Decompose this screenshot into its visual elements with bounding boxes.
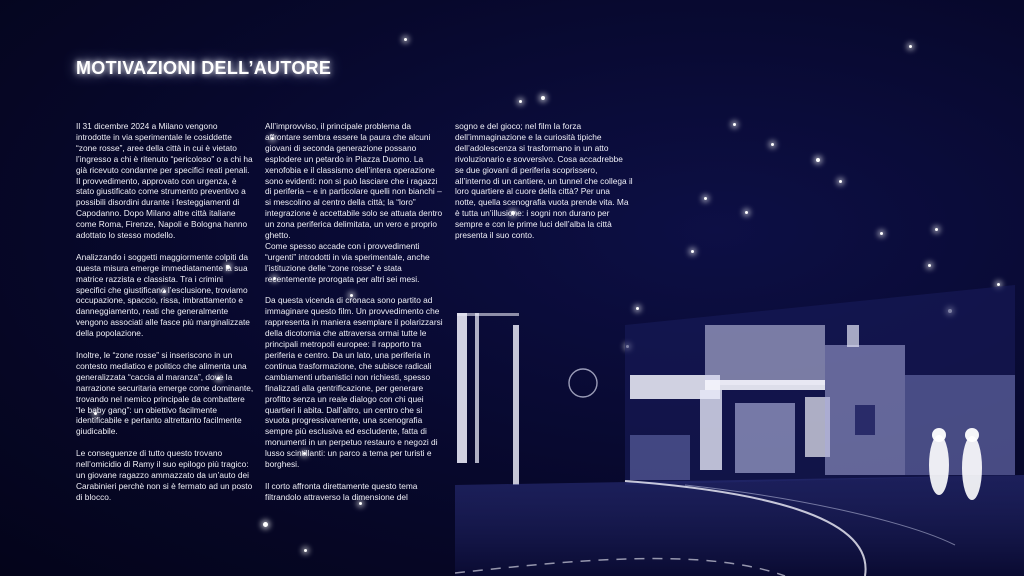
paragraph: sogno e del gioco; nel film la forza dell’immaginazione e la curiosità tipiche dell’adolescenza si trasformano in un atto rivoluzionario e sovversivo. Cosa accadrebbe se due giovani di periferia scoprissero, all’interno di un cantiere, un tunnel che collega il loro quartiere al cuore della città? Per una notte, quella scenografia vuota prende vita. Ma è tutta un’illusione: i sogni non durano per sempre e con le prime luci dell’alba la città presenta il suo conto. [455, 121, 633, 241]
star [519, 100, 522, 103]
night-street-scene [455, 285, 1024, 576]
text-column-3 [455, 121, 633, 252]
page-title: MOTIVAZIONI DELL’AUTORE [76, 58, 332, 78]
text-column-1 [76, 121, 254, 514]
paragraph: Il corto affronta direttamente questo tema filtrandolo attraverso la dimensione del [265, 480, 418, 502]
paragraph: Le conseguenze di tutto questo trovano nell’omicidio di Ramy il suo epilogo più tragico: un giovane ragazzo ammazzato da un’auto dei Carabinieri perchè non si è fermato ad un posto di blocco. [76, 448, 253, 502]
star [733, 123, 736, 126]
building [625, 285, 1015, 485]
star [704, 197, 707, 200]
star [839, 180, 842, 183]
star [880, 232, 883, 235]
paragraph: Analizzando i soggetti maggiormente colpiti da questa misura emerge immediatamente la sua matrice razzista e classista. Tra i crimini specifici che giustificano l’esclusione, troviamo occupazione, spaccio, rissa, imbrattamento e danneggiamento, reati che generalmente vengono associati alle fasce più marginalizzate della popolazione. [76, 251, 250, 339]
paragraph: Da questa vicenda di cronaca sono partito ad immaginare questo film. Un provvedimento che rappresenta in maniera esemplare il polarizzarsi della dicotomia che attraversa ormai tutte le principali metropoli europee: il rapporto tra periferia e centro. Da un lato, una periferia in continua trasformazione, che subisce radicali cambiamenti urbanistici non richiesti, spesso finalizzati alla gentrificazione, per generare profitto senza un reale dialogo con chi quei quartieri li abita. Dall’altro, un centro che si svuota progressivamente, una scenografia sempre più esclusiva ed escludente, fatta di monumenti in un perpetuo restauro e negozi di lusso scintillanti: un parco a tema per turisti e borghesi. [265, 295, 443, 470]
star [909, 45, 912, 48]
text-column-2 [265, 121, 443, 514]
star [404, 38, 407, 41]
star [816, 158, 820, 162]
star [771, 143, 774, 146]
star [928, 264, 931, 267]
star [304, 549, 307, 552]
star [691, 250, 694, 253]
star [745, 211, 748, 214]
star [263, 522, 268, 527]
star [935, 228, 938, 231]
door-frame [457, 313, 597, 485]
paragraph: All’improvviso, il principale problema da affrontare sembra essere la paura che alcuni giovani di seconda generazione possano esplodere un petardo in Piazza Duomo. La xenofobia e il classismo dell’intera operazione sono evidenti: non si può lasciare che i ragazzi di periferia – e in particolare quelli non bianchi – si mescolino al centro della città; la “loro” integrazione è accettabile solo se attuata dentro un zona periferica delimitata, un vero e proprio ghetto. Come spesso accade con i provvedimenti “urgenti” introdotti in via sperimentale, anche l’istituzione delle “zone rosse” è stata recentemente prorogata per altri sei mesi. [265, 121, 443, 284]
paragraph: Il 31 dicembre 2024 a Milano vengono introdotte in via sperimentale le cosiddette “zone rosse”, aree della città in cui è vietato l’ingresso a chi è ritenuto “pericoloso” o a chi ha già ricevuto condanne per specifici reati penali. Il provvedimento, approvato con urgenza, è stato giustificato come strumento preventivo a possibili disordini durante i festeggiamenti di Capodanno. Dopo Milano altre città italiane come Roma, Firenze, Napoli e Bologna hanno adottato lo stesso modello. [76, 121, 253, 241]
star [541, 96, 545, 100]
paragraph: Inoltre, le “zone rosse” si inseriscono in un contesto mediatico e politico che alimenta una generalizzata “caccia al maranza”, dove la narrazione securitaria emerge come dominante, trovando nel nemico principale da combattere “le baby gang”: un obiettivo facilmente identificabile e pertanto altrettanto facilmente giudicabile. [76, 350, 254, 437]
